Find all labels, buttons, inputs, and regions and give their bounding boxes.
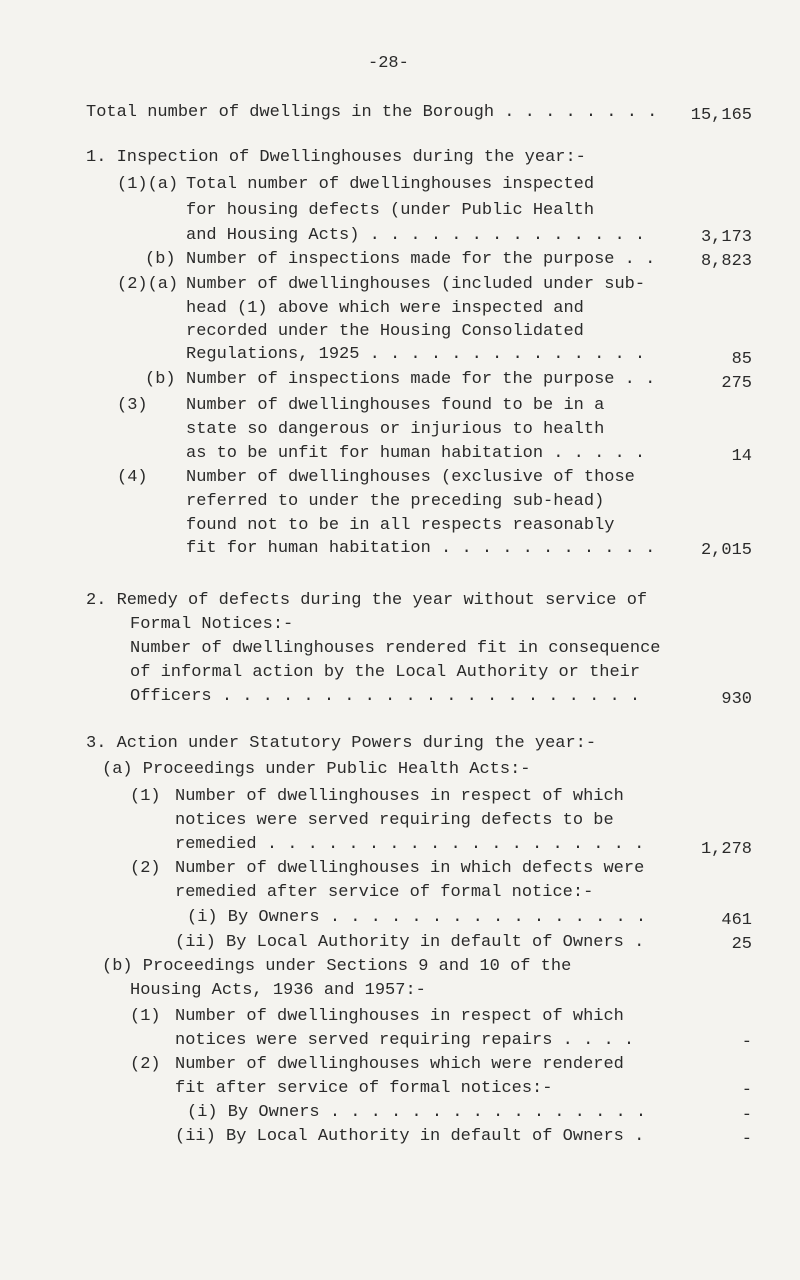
s3-b1-line: Number of dwellinghouses in respect of which: [175, 1007, 624, 1026]
total-dwellings-label: Total number of dwellings in the Borough . . . . . . . .: [86, 103, 658, 122]
s1-item-4-line: referred to under the preceding sub-head): [186, 492, 605, 511]
s1-item-1b-line: Number of inspections made for the purpose . .: [186, 250, 656, 269]
s3-b2-line: fit after service of formal notices:-: [175, 1079, 553, 1098]
s2-line: Officers . . . . . . . . . . . . . . . . . . . . .: [130, 687, 641, 706]
s1-item-2a-line: recorded under the Housing Consolidated: [186, 322, 584, 341]
s1-item-3-number: (3): [117, 396, 148, 415]
s1-item-3-value: 14: [731, 447, 752, 466]
s1-item-2a-line: Regulations, 1925 . . . . . . . . . . . . . .: [186, 345, 646, 364]
s1-item-3-line: as to be unfit for human habitation . . . . .: [186, 444, 646, 463]
s1-item-1a-line: and Housing Acts) . . . . . . . . . . . . . .: [186, 226, 646, 245]
s3-a1-line: remedied . . . . . . . . . . . . . . . . . . .: [175, 835, 645, 854]
s1-item-1a-value: 3,173: [700, 228, 752, 247]
s3-a2-line: Number of dwellinghouses in which defects were: [175, 859, 645, 878]
s2-line: Number of dwellinghouses rendered fit in consequence: [130, 639, 661, 658]
s1-item-1b-value: 8,823: [700, 252, 752, 271]
s1-item-1a-line: Total number of dwellinghouses inspected: [186, 175, 595, 194]
s1-item-2b-number: (b): [145, 370, 176, 389]
s2-value: 930: [721, 690, 752, 709]
s3-a1-line: notices were served requiring defects to be: [175, 811, 614, 830]
s1-item-4-number: (4): [117, 468, 148, 487]
s3-b2-value: -: [741, 1081, 752, 1100]
s1-item-4-line: fit for human habitation . . . . . . . . . . .: [186, 539, 656, 558]
section-2-heading: 2. Remedy of defects during the year without service of: [86, 591, 648, 610]
s1-item-2b-value: 275: [721, 374, 752, 393]
s2-line: of informal action by the Local Authority or their: [130, 663, 641, 682]
s1-item-1a-line: for housing defects (under Public Health: [186, 201, 595, 220]
s3-a-heading: (a) Proceedings under Public Health Acts:-: [102, 760, 531, 779]
s1-item-2a-line: head (1) above which were inspected and: [186, 299, 584, 318]
s3-b2-i-value: -: [741, 1106, 752, 1125]
s3-b1-value: -: [741, 1033, 752, 1052]
s1-item-3-line: Number of dwellinghouses found to be in a: [186, 396, 605, 415]
s3-a2-ii-value: 25: [731, 935, 752, 954]
s3-b-heading: (b) Proceedings under Sections 9 and 10 of the: [102, 957, 572, 976]
s1-item-2a-value: 85: [731, 350, 752, 369]
section-1-heading: 1. Inspection of Dwellinghouses during the year:-: [86, 148, 586, 167]
s1-item-4-value: 2,015: [700, 541, 752, 560]
s3-b2-ii-value: -: [741, 1130, 752, 1149]
page-number: -28-: [368, 54, 409, 73]
s3-a2-i-value: 461: [721, 911, 752, 930]
s3-b1-number: (1): [130, 1007, 161, 1026]
s1-item-1b-number: (b): [145, 250, 176, 269]
s1-item-4-line: found not to be in all respects reasonably: [186, 516, 615, 535]
s3-b2-number: (2): [130, 1055, 161, 1074]
s2-line: Formal Notices:-: [130, 615, 294, 634]
s1-item-1a-number: (1)(a): [117, 175, 179, 194]
s3-b2-i-label: (i) By Owners . . . . . . . . . . . . . . . .: [187, 1103, 647, 1122]
s3-b1-line: notices were served requiring repairs . . . .: [175, 1031, 635, 1050]
s1-item-2b-line: Number of inspections made for the purpose . .: [186, 370, 656, 389]
section-3-heading: 3. Action under Statutory Powers during the year:-: [86, 734, 597, 753]
s1-item-2a-line: Number of dwellinghouses (included under sub-: [186, 275, 646, 294]
total-dwellings-value: 15,165: [690, 106, 752, 125]
s3-a1-number: (1): [130, 787, 161, 806]
s3-b2-ii-label: (ii) By Local Authority in default of Owners .: [175, 1127, 645, 1146]
s3-a2-i-label: (i) By Owners . . . . . . . . . . . . . . . .: [187, 908, 647, 927]
s3-a1-line: Number of dwellinghouses in respect of which: [175, 787, 624, 806]
s1-item-4-line: Number of dwellinghouses (exclusive of those: [186, 468, 635, 487]
s3-b-heading: Housing Acts, 1936 and 1957:-: [130, 981, 426, 1000]
s3-a2-ii-label: (ii) By Local Authority in default of Owners .: [175, 933, 645, 952]
s1-item-3-line: state so dangerous or injurious to health: [186, 420, 605, 439]
s3-a1-value: 1,278: [700, 840, 752, 859]
s3-a2-line: remedied after service of formal notice:-: [175, 883, 594, 902]
s1-item-2a-number: (2)(a): [117, 275, 179, 294]
s3-a2-number: (2): [130, 859, 161, 878]
s3-b2-line: Number of dwellinghouses which were rendered: [175, 1055, 624, 1074]
